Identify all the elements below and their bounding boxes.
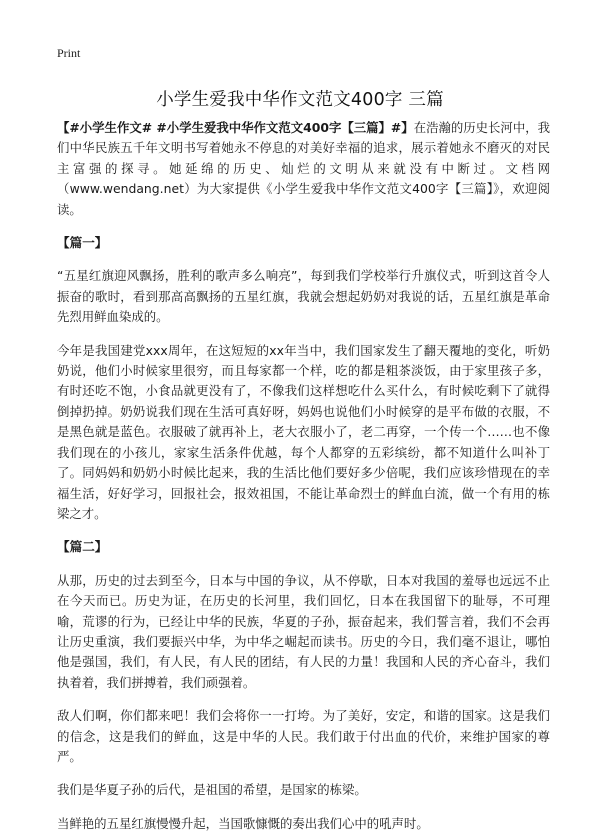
intro-text: 在浩瀚的历史长河中，我们中华民族五千年文明书写着她永不停息的对美好幸福的追求，展示着她永不磨灭的对民主富强的探寻。她延绵的历史、灿烂的文明从来就没有中断过。文档网（www.wendang.net）为大家提供《小学生爱我中华作文范文400字【三篇】》，欢迎阅读。 [57, 120, 550, 217]
page-title: 小学生爱我中华作文范文400字 三篇 [156, 90, 444, 110]
intro-paragraph [57, 118, 550, 220]
article-body [57, 118, 550, 834]
section-1-paragraph-1: “五星红旗迎风飘扬，胜利的歌声多么响亮”，每到我们学校举行升旗仪式，听到这首令人振奋的歌时，看到那高高飘扬的五星红旗，我就会想起奶奶对我说的话，五星红旗是革命先烈用鲜血染成的。 [57, 268, 550, 325]
print-link[interactable]: Print [57, 46, 81, 60]
section-2-paragraph-1: 从那，历史的过去到至今，日本与中国的争议，从不停歇，日本对我国的羞辱也远远不止在今天而已。历史为证，在历史的长河里，我们回忆，日本在我国留下的耻辱，不可理喻，荒谬的行为，已经让中华的民族，华夏的子孙，振奋起来，我们誓言着，我们不会再让历史重演，我们要振兴中华，为中华之崛起而读书。历史的今日，我们毫不退让，哪怕他是强国，我们，有人民，有人民的团结，有人民的力量！我国和人民的齐心奋斗，我们执着着，我们拼搏着，我们顽强着。 [57, 572, 550, 690]
section-2-paragraph-4: 当鲜艳的五星红旗慢慢升起，当国歌慷慨的奏出我们心中的吼声时。 [57, 815, 429, 831]
section-2-paragraph-3: 我们是华夏子孙的后代，是祖国的希望，是国家的栋梁。 [57, 782, 367, 798]
section-1-paragraph-2: 今年是我国建党xxx周年，在这短短的xx年当中，我们国家发生了翻天覆地的变化，听奶奶说，他们小时候家里很穷，而且每家都一个样，吃的都是粗茶淡饭，由于家里孩子多，有时还吃不饱，小食品就更没有了，不像我们这样想吃什么买什么，有时候吃剩下了就得倒掉扔掉。奶奶说我们现在生活可真好呀，妈妈也说他们小时候穿的是平布做的衣服，不是黑色就是蓝色。衣服破了就再补上，老大衣服小了，老二再穿，一个传一个……也不像我们现在的小孩儿，家家生活条件优越，每个人都穿的五彩缤纷，都不知道什么叫补丁了。同妈妈和奶奶小时候比起来，我的生活比他们要好多少倍呢，我们应该珍惜现在的幸福生活，好好学习，回报社会，报效祖国，不能让革命烈士的鲜血白流，做一个有用的栋梁之才。 [57, 342, 550, 521]
section-heading-1: 【篇一】 [57, 235, 108, 251]
section-2-paragraph-2: 敌人们啊，你们都来吧！我们会将你一一打垮。为了美好，安定，和谐的国家。这是我们的信念，这是我们的鲜血，这是中华的人民。我们敢于付出血的代价，来维护国家的尊严。 [57, 708, 550, 764]
section-heading-2: 【篇二】 [57, 539, 108, 555]
intro-tag-prefix: 【#小学生作文# #小学生爱我中华作文范文400字【三篇】#】 [57, 120, 414, 135]
